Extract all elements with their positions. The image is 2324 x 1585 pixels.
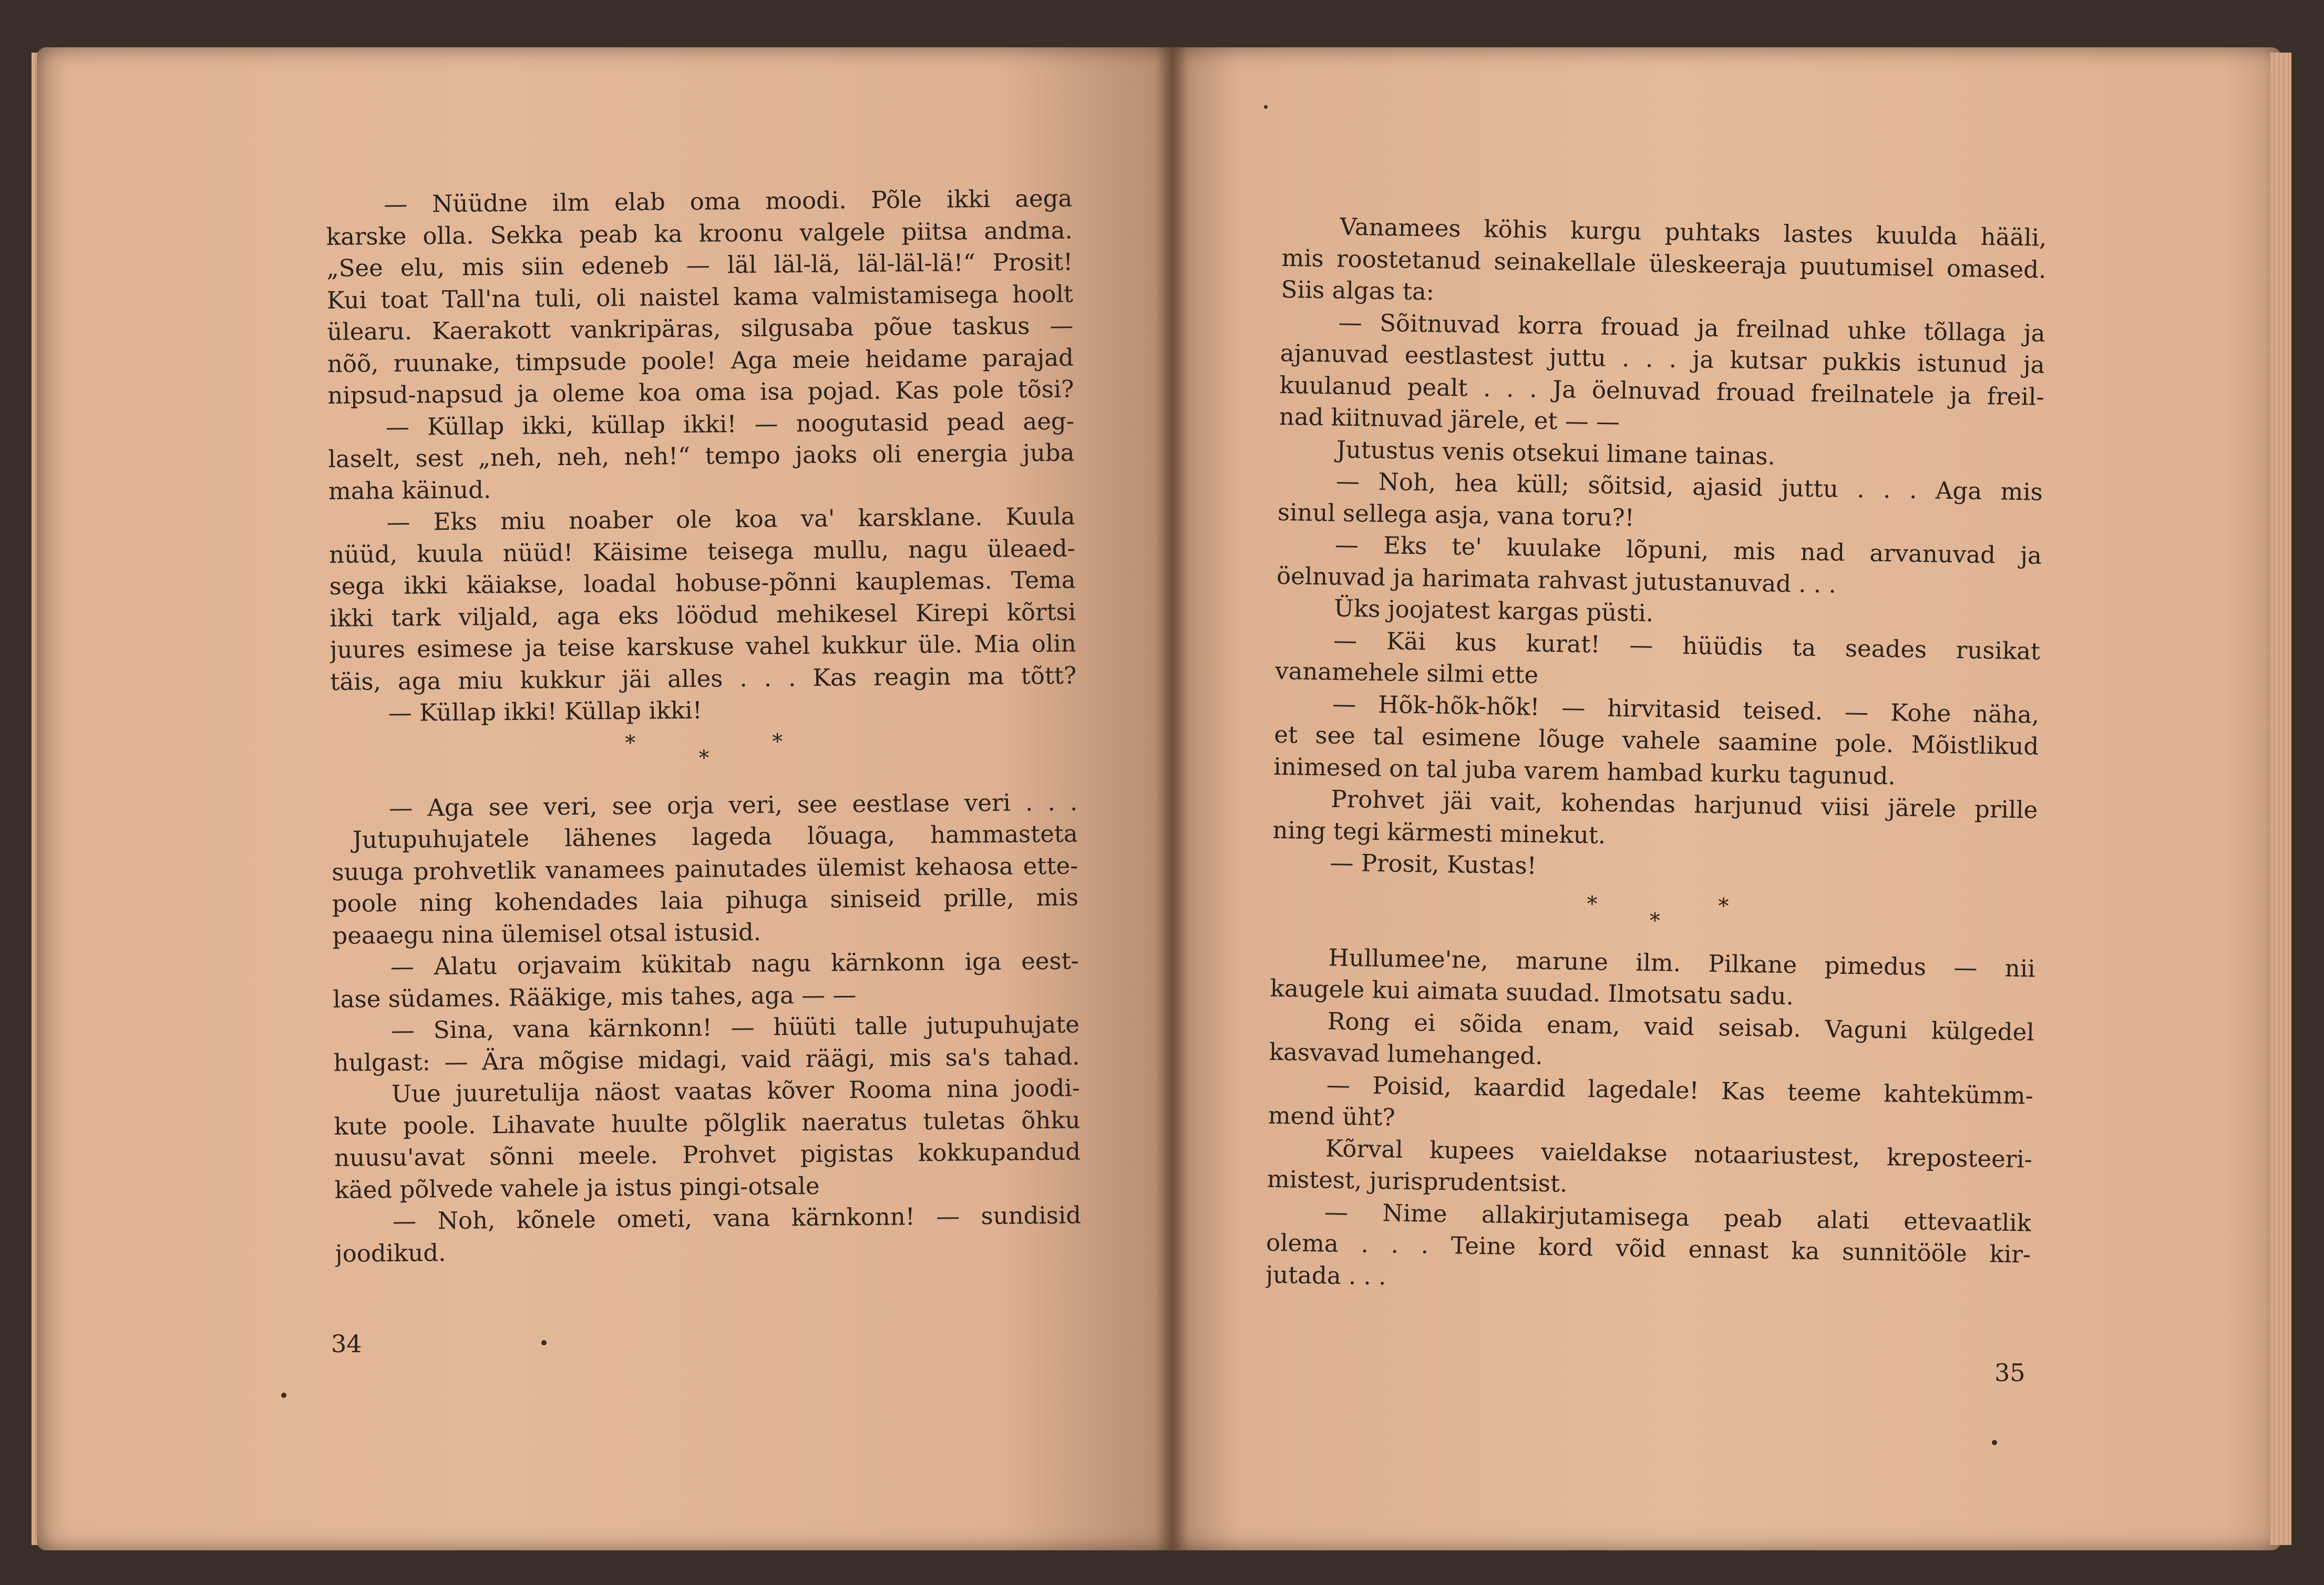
text-line: — Küllap ikki! Küllap ikki! <box>388 696 703 727</box>
divider-star: * <box>1649 908 1661 933</box>
text-line: — Hõk-hõk-hõk! — hirvitasid teised. — Kohe näha, <box>1332 689 2040 729</box>
page-number-right: 35 <box>1994 1358 2025 1387</box>
text-line: suuga prohvetlik vanamees painutades ülemist kehaosa ette- <box>332 851 1078 886</box>
text-line: Vanamees köhis kurgu puhtaks lastes kuulda hääli, <box>1340 212 2047 252</box>
divider-star: * <box>698 746 709 770</box>
right-page-edges <box>2270 53 2291 1545</box>
text-line: ikki tark viljald, aga eks löödud mehikesel Kirepi kõrtsi <box>329 598 1076 632</box>
text-line: inimesed on tal juba varem hambad kurku tagunud. <box>1273 752 1896 790</box>
text-line: — Sõitnuvad korra frouad ja freilnad uhke tõllaga ja <box>1338 308 2045 347</box>
text-line: et see tal esimene lõuge vahele saamine pole. Mõistlikud <box>1273 720 2039 760</box>
text-line: — Noh, kõnele ometi, vana kärnkonn! — sundisid <box>392 1201 1082 1235</box>
text-line: kuulanud pealt . . . Ja öelnuvad frouad freilnatele ja freil- <box>1279 370 2045 411</box>
text-line: — Käi kus kurat! — hüüdis ta seades rusikat <box>1333 626 2041 665</box>
text-line: — Noh, hea küll; sõitsid, ajasid juttu . . . Aga mis <box>1335 467 2043 506</box>
text-line: nüüd, kuula nüüd! Käisime teisega mullu, nagu üleaed- <box>328 534 1076 569</box>
paper-speck <box>541 1340 547 1345</box>
page-number-left: 34 <box>331 1330 362 1358</box>
text-line: käed põlvede vahele ja istus pingi-otsale <box>334 1171 820 1204</box>
text-line: karske olla. Sekka peab ka kroonu valgele piitsa andma. <box>326 216 1073 251</box>
text-line: maha käinud. <box>328 475 491 505</box>
text-line: juures esimese ja teise karskuse vahel kukkur üle. Mia olin <box>330 629 1076 664</box>
text-line: Siis algas ta: <box>1281 275 1435 306</box>
text-line: kasvavad lumehanged. <box>1269 1037 1544 1070</box>
text-line: Üks joojatest kargas püsti. <box>1333 594 1654 627</box>
text-line: Uue juuretulija näost vaatas kõver Rooma nina joodi- <box>391 1074 1081 1108</box>
text-line: — Eks te' kuulake lõpuni, mis nad arvanuvad ja <box>1334 530 2042 570</box>
text-line: — Eks miu noaber ole koa va' karsklane. Kuula <box>386 502 1075 537</box>
text-line: Jutupuhujatele lähenes lageda lõuaga, hammasteta <box>352 819 1078 854</box>
section-divider-stars <box>1271 878 2037 953</box>
text-line: kaugele kui aimata suudad. Ilmotsatu sadu. <box>1270 974 1794 1011</box>
text-line: ning tegi kärmesti minekut. <box>1272 816 1606 849</box>
divider-star: * <box>772 729 783 754</box>
text-line: laselt, sest „neh, neh, neh!“ tempo jaoks oli energia juba <box>328 438 1075 473</box>
divider-star: * <box>1586 891 1598 917</box>
text-line: kute poole. Lihavate huulte põlglik naeratus tuletas õhku <box>334 1106 1081 1140</box>
text-line: sega ikki käiakse, loadal hobuse-põnni kauplemas. Tema <box>329 565 1076 600</box>
text-line: — Aga see veri, see orja veri, see eestlase veri . . . <box>389 788 1078 822</box>
text-line: nipsud-napsud ja oleme koa oma isa pojad. Kas pole tõsi? <box>327 375 1074 409</box>
text-line: — Prosit, Kustas! <box>1330 848 1537 880</box>
text-line: jutada . . . <box>1265 1260 1386 1290</box>
text-line: ajanuvad eestlastest juttu . . . ja kutsar pukkis istunud ja <box>1280 338 2045 379</box>
text-line: Rong ei sõida enam, vaid seisab. Vaguni külgedel <box>1327 1007 2035 1046</box>
text-line: mend üht? <box>1268 1101 1395 1131</box>
text-line: nuusu'avat sõnni meele. Prohvet pigistas kokkupandud <box>334 1137 1081 1172</box>
right-page-text <box>1266 210 2047 1303</box>
text-line: hulgast: — Ära mõgise midagi, vaid räägi, mis sa's tahad. <box>333 1042 1080 1077</box>
paper-speck <box>1992 1440 1997 1445</box>
book-gutter <box>1156 47 1188 1550</box>
text-line: mistest, jurisprudentsist. <box>1267 1165 1568 1198</box>
text-line: Jutustus venis otsekui limane tainas. <box>1336 435 1776 470</box>
divider-star: * <box>1718 893 1729 919</box>
text-line: „See elu, mis siin edeneb — läl läl-lä, läl-läl-lä!“ Prosit! <box>326 248 1073 282</box>
text-line: vanamehele silmi ette <box>1274 656 1539 689</box>
text-line: mis roostetanud seinakellale üleskeeraja puutumisel omased. <box>1281 243 2047 284</box>
text-line: — Nime allakirjutamisega peab alati ettevaatlik <box>1324 1197 2032 1237</box>
text-line: — Sina, vana kärnkonn! — hüüti talle jutupuhujate <box>390 1010 1080 1044</box>
text-line: täis, aga miu kukkur jäi alles . . . Kas reagin ma tõtt? <box>330 661 1077 696</box>
text-line: ülearu. Kaerakott vankripäras, silgusaba põue taskus — <box>327 311 1074 346</box>
paper-speck <box>1264 105 1268 109</box>
section-divider-stars <box>331 723 1077 792</box>
text-line: poole ning kohendades laia pihuga siniseid prille, mis <box>332 883 1079 918</box>
text-line: nad kiitnuvad järele, et — — <box>1279 402 1620 436</box>
text-line: — Alatu orjavaim kükitab nagu kärnkonn iga eest- <box>390 946 1079 981</box>
text-line: sinul sellega asja, vana toru?! <box>1277 498 1635 532</box>
left-page-text <box>326 183 1082 1270</box>
text-line: olema . . . Teine kord võid ennast ka sunnitööle kir- <box>1266 1228 2031 1269</box>
text-line: — Nüüdne ilm elab oma moodi. Põle ikki aega <box>384 184 1073 219</box>
text-line: Prohvet jäi vait, kohendas harjunud viisi järele prille <box>1331 785 2038 824</box>
divider-star: * <box>625 730 636 755</box>
text-line: lase südames. Rääkige, mis tahes, aga — — <box>333 980 857 1013</box>
text-line: öelnuvad ja harimata rahvast jutustanuvad . . . <box>1276 561 1837 599</box>
text-line: — Küllap ikki, küllap ikki! — noogutasid pead aeg- <box>385 407 1075 441</box>
text-line: Kõrval kupees vaieldakse notaariustest, kreposteeri- <box>1325 1134 2033 1174</box>
paper-speck <box>281 1393 286 1398</box>
text-line: — Poisid, kaardid lagedale! Kas teeme kahtekümm- <box>1326 1071 2034 1110</box>
text-line: joodikud. <box>335 1238 446 1268</box>
text-line: Kui toat Tall'na tuli, oli naistel kama valmistamisega hoolt <box>326 280 1074 314</box>
text-line: peaaegu nina ülemisel otsal istusid. <box>332 918 762 950</box>
text-line: nõõ, ruunake, timpsude poole! Aga meie heidame parajad <box>327 343 1074 378</box>
text-line: Hullumee'ne, marune ilm. Pilkane pimedus — nii <box>1328 943 2035 983</box>
